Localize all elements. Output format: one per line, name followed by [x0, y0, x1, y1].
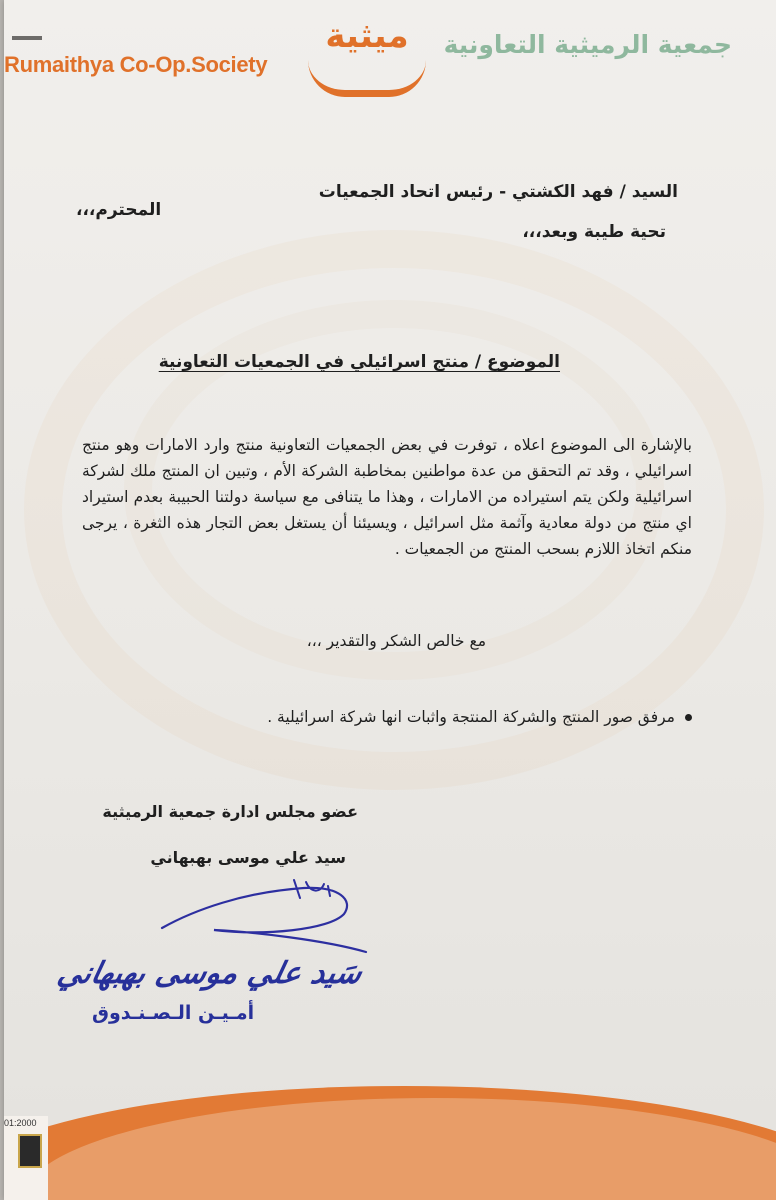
subject-line: الموضوع / منتج اسرائيلي في الجمعيات التعاونية	[158, 352, 560, 372]
greeting-line: تحية طيبة وبعد،،،	[522, 222, 666, 242]
bullet-icon	[685, 714, 692, 721]
english-society-name: Rumaithya Co-Op.Society	[4, 52, 268, 77]
hole-punch-mark	[12, 36, 42, 40]
attachment-text: مرفق صور المنتج والشركة المنتجة واثبات انها شركة اسرائيلية .	[267, 708, 675, 726]
stamp-name: سَيد علي موسى بهبهاني	[54, 956, 366, 991]
respected-salutation: المحترم،،،	[76, 200, 162, 220]
stamp-title: أمـيـن الـصـنـدوق	[92, 1002, 255, 1024]
arabic-society-name: جمعية الرميثية التعاونية	[443, 30, 732, 59]
letter-body: بالإشارة الى الموضوع اعلاه ، توفرت في بعض الجمعيات التعاونية منتج وارد الامارات وهو منتج اسرائيلي ، وقد تم التحقق من عدة مواطنين بمخاطبة الشركة الأم ، وتبين ان المنتج ملك لشركة اسرائيلية ولكن يتم استيراده من الامارات ، وهذا ما يتنافى مع سياسة دولتنا الحبيبة بعدم استيراد اي منتج من دولة معادية وآثمة مثل اسرائيل ، ويسيئنا أن يستغل بعض التجار هذه الثغرة ، يرجى منكم اتخاذ اللازم بسحب المنتج من الجمعيات .	[82, 436, 692, 558]
letter-page	[4, 0, 776, 1200]
society-logo	[292, 8, 442, 100]
iso-label: 01:2000	[4, 1118, 37, 1128]
signer-name: سيد علي موسى بهبهاني	[150, 848, 346, 867]
member-title: عضو مجلس ادارة جمعية الرميثية	[102, 802, 358, 821]
attachment-item	[267, 708, 692, 726]
iso-badge-icon	[18, 1134, 42, 1168]
closing-thanks: مع خالص الشكر والتقدير ،،،	[306, 632, 486, 650]
recipient-line: السيد / فهد الكشتي - رئيس اتحاد الجمعيات	[318, 182, 678, 202]
logo-text: ميثية	[325, 16, 409, 56]
handwritten-signature	[154, 870, 374, 960]
logo-bowl-icon	[308, 60, 426, 97]
